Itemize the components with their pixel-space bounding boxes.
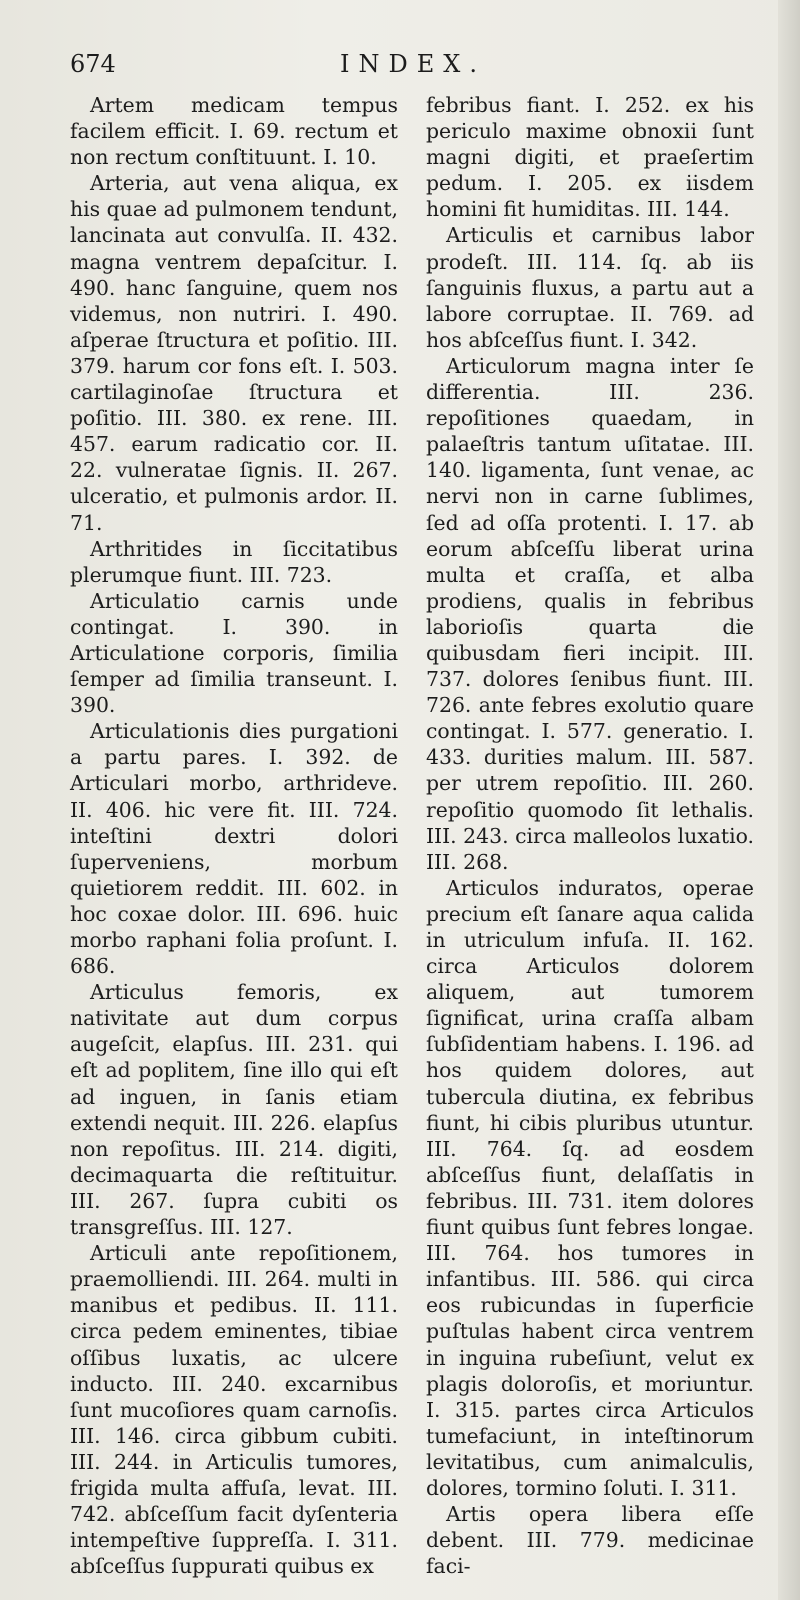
index-entry: Articulos induratos, operae precium eſt ſanare aqua calida in utriculum infuſa. II. 162. circa Articulos dolorem aliquem, aut tumorem ſignificat, urina craſſa albam ſubſidentiam habens. I. 196. ad hos quidem dolores, aut tubercula diutina, ex febribus fiunt, hi cibis pluribus utuntur. III. 764. ſq. ad eosdem abſceſſus fiunt, delaſſatis in febribus. III. 731. item dolores fiunt quibus ſunt febres longae. III. 764. hos tumores in infantibus. III. 586. qui circa eos rubicundas in ſuperficie puſtulas habent circa ventrem in inguina rubeſiunt, velut ex plagis doloroſis, et moriuntur. I. 315. partes circa Articulos tumefaciunt, in inteſtinorum levitatibus, cum animalculis, dolores, tormino ſoluti. I. 311. bbox=[426, 875, 754, 1500]
page-edge bbox=[778, 0, 800, 1600]
running-head: INDEX. bbox=[340, 50, 486, 78]
page-number: 674 bbox=[70, 50, 116, 78]
right-column bbox=[426, 92, 754, 1579]
index-entry: Articulis et carnibus labor prodeſt. III. 114. ſq. ab iis ſanguinis fluxus, a partu aut a labore corruptae. II. 769. ad hos abſceſſus fiunt. I. 342. bbox=[426, 223, 754, 352]
index-entry: Articulorum magna inter ſe differentia. III. 236. repoſitiones quaedam, in palaeſtris tantum uſitatae. III. 140. ligamenta, ſunt venae, ac nervi non in carne ſublimes, ſed ad oſſa protenti. I. 17. ab eorum abſceſſu liberat urina multa et craſſa, et alba prodiens, qualis in febribus laborioſis quarta die quibusdam fieri incipit. III. 737. dolores ſenibus fiunt. III. 726. ante febres exolutio quare contingat. I. 577. generatio. I. 433. durities malum. III. 587. per utrem repoſitio. III. 260. repoſitio quomodo ſit lethalis. III. 243. circa malleolos luxatio. III. 268. bbox=[426, 353, 754, 874]
index-entry: Articuli ante repoſitionem, praemolliendi. III. 264. multi in manibus et pedibus. II. 111. circa pedem eminentes, tibiae oſſibus luxatis, ac ulcere inducto. III. 240. excarnibus ſunt mucoſiores quam carnoſis. III. 146. circa gibbum cubiti. III. 244. in Articulis tumores, frigida multa affuſa, levat. III. 742. abſceſſum facit dyſenteria intempeſtive ſuppreſſa. I. 311. abſceſſus ſuppurati quibus ex bbox=[70, 1241, 398, 1579]
index-entry: Artis opera libera eſſe debent. III. 779. medicinae faci- bbox=[426, 1502, 754, 1579]
index-entry: Articulus femoris, ex nativitate aut dum corpus augeſcit, elapſus. III. 231. qui eſt ad poplitem, ſine illo qui eſt ad inguen, in ſanis etiam extendi nequit. III. 226. elapſus non repoſitus. III. 214. digiti, decimaquarta die reſtituitur. III. 267. ſupra cubiti os transgreſſus. III. 127. bbox=[70, 980, 398, 1240]
index-entry: Arteria, aut vena aliqua, ex his quae ad pulmonem tendunt, lancinata aut convulſa. II. 432. magna ventrem depaſcitur. I. 490. hanc ſanguine, quem nos videmus, non nutriri. I. 490. aſperae ſtructura et poſitio. III. 379. harum cor fons eſt. I. 503. cartilaginoſae ſtructura et poſitio. III. 380. ex rene. III. 457. earum radicatio cor. II. 22. vulneratae ſignis. II. 267. ulceratio, et pulmonis ardor. II. 71. bbox=[70, 171, 398, 535]
left-column bbox=[70, 92, 398, 1579]
index-entry: Articulatio carnis unde contingat. I. 390. in Articulatione corporis, ſimilia ſemper ad ſimilia transeunt. I. 390. bbox=[70, 588, 398, 718]
index-entry: febribus fiant. I. 252. ex his periculo maxime obnoxii ſunt magni digiti, et praeſertim pedum. I. 205. ex iisdem homini fit humiditas. III. 144. bbox=[426, 93, 754, 222]
index-entry: Arthritides in ſiccitatibus plerumque fiunt. III. 723. bbox=[70, 536, 398, 587]
index-entry: Articulationis dies purgationi a partu pares. I. 392. de Articulari morbo, arthrideve. II. 406. hic vere fit. III. 724. inteſtini dextri dolori ſuperveniens, morbum quietiorem reddit. III. 602. in hoc coxae dolor. III. 696. huic morbo raphani folia proſunt. I. 686. bbox=[70, 719, 398, 979]
index-entry: Artem medicam tempus facilem efficit. I. 69. rectum et non rectum conſtituunt. I. 10. bbox=[70, 93, 398, 170]
